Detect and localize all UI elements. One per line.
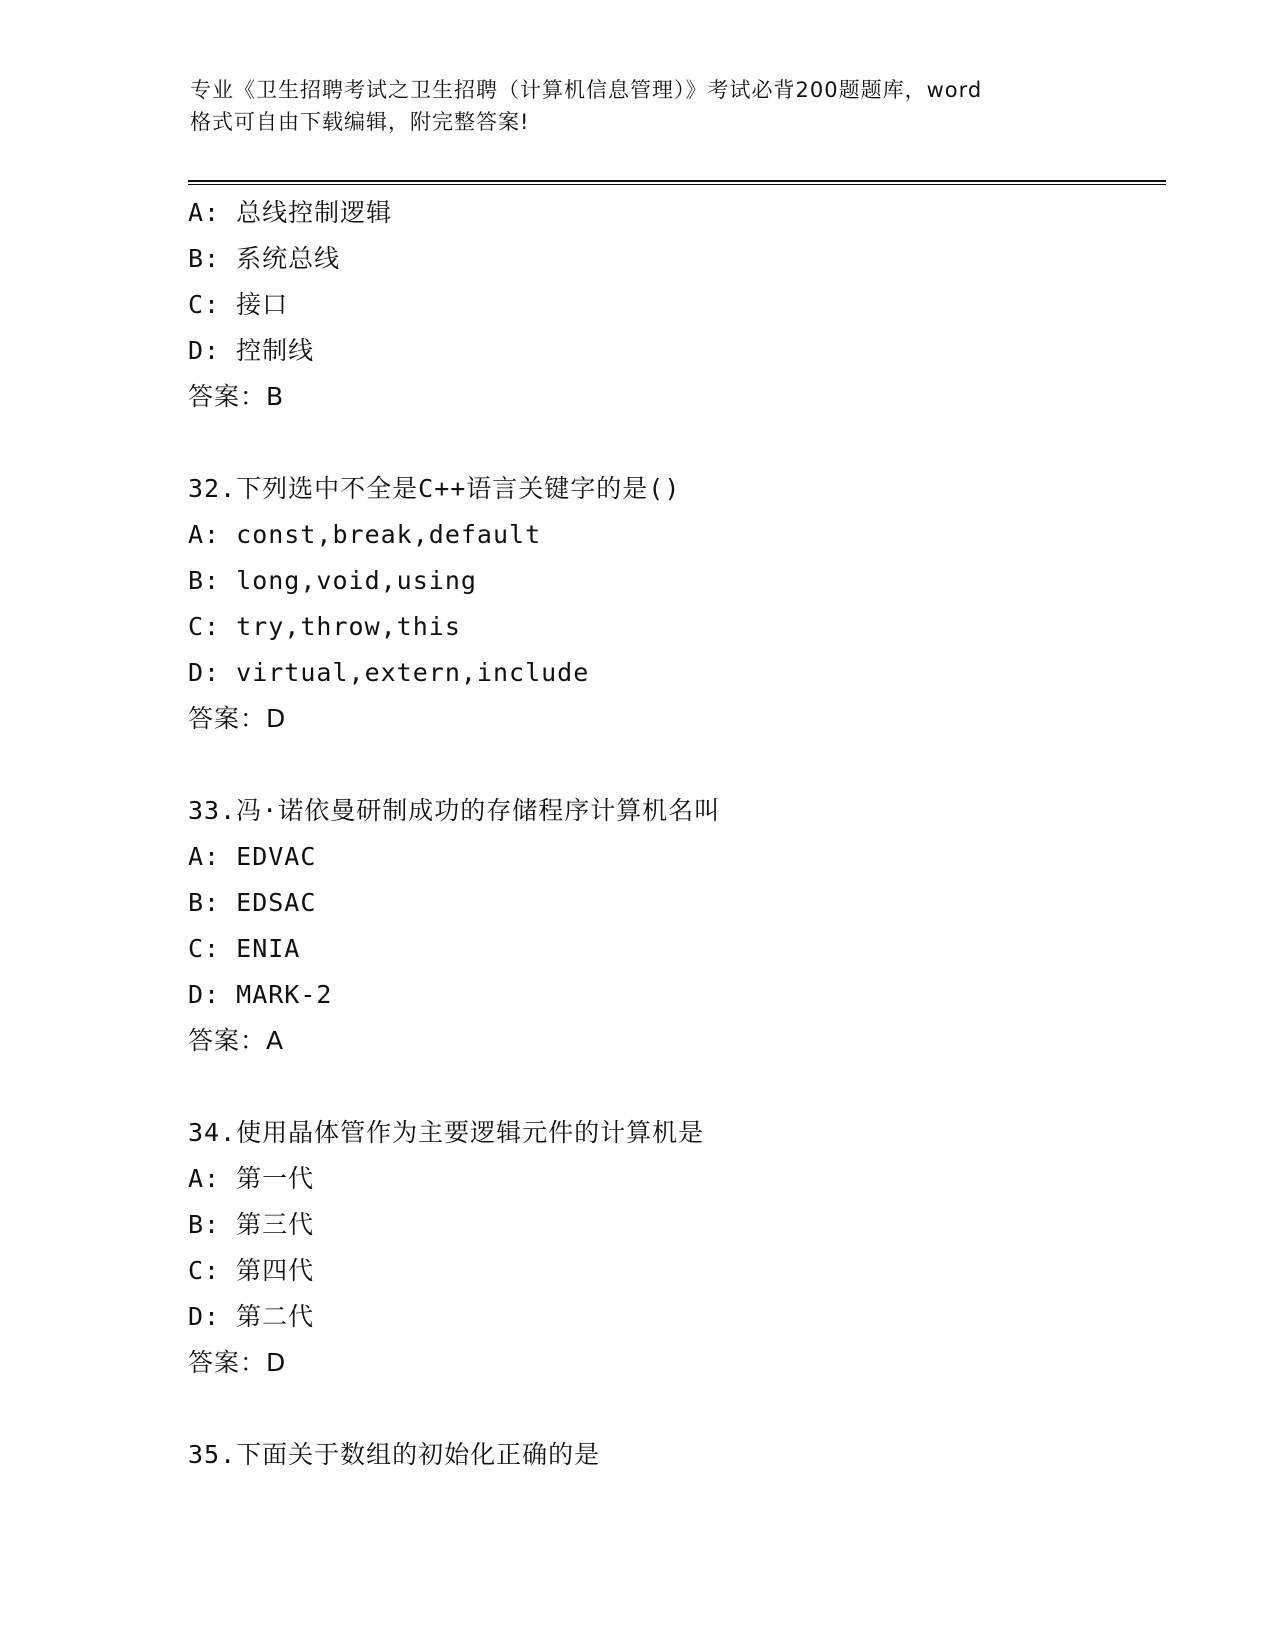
question-34: [188, 1110, 1168, 1386]
option-d: D: 控制线: [188, 336, 315, 365]
option-b: B: 第三代: [188, 1210, 315, 1239]
header-divider: [188, 180, 1166, 182]
spacer: [188, 1064, 1168, 1110]
answer-line: 答案：D: [188, 1348, 287, 1377]
question-list: [188, 190, 1168, 1478]
header-line-1: 专业《卫生招聘考试之卫生招聘（计算机信息管理）》考试必背200题题库，word: [190, 78, 983, 102]
spacer: [188, 1386, 1168, 1432]
question-33: [188, 788, 1168, 1064]
answer-line: 答案：B: [188, 382, 285, 411]
option-a: A: 总线控制逻辑: [188, 198, 393, 227]
document-header: [190, 74, 1110, 138]
question-31-continued: [188, 190, 1168, 420]
header-line-2: 格式可自由下载编辑，附完整答案!: [190, 110, 530, 134]
option-a: A: 第一代: [188, 1164, 315, 1193]
question-stem: 35.下面关于数组的初始化正确的是: [188, 1440, 601, 1469]
question-32: [188, 466, 1168, 742]
option-c: C: 接口: [188, 290, 289, 319]
question-stem: 33.冯·诺依曼研制成功的存储程序计算机名叫: [188, 796, 721, 825]
question-stem: 34.使用晶体管作为主要逻辑元件的计算机是: [188, 1118, 705, 1147]
option-d: D: 第二代: [188, 1302, 315, 1331]
answer-line: 答案：D: [188, 704, 287, 733]
option-c: C: try,throw,this: [188, 612, 461, 641]
question-stem: 32.下列选中不全是C++语言关键字的是(): [188, 474, 681, 503]
question-35: [188, 1432, 1168, 1478]
option-c: C: ENIA: [188, 934, 301, 963]
option-d: D: virtual,extern,include: [188, 658, 590, 687]
option-b: B: EDSAC: [188, 888, 317, 917]
option-c: C: 第四代: [188, 1256, 315, 1285]
option-a: A: EDVAC: [188, 842, 317, 871]
answer-line: 答案：A: [188, 1026, 285, 1055]
header-divider-thin: [188, 184, 1166, 185]
option-b: B: 系统总线: [188, 244, 341, 273]
option-d: D: MARK-2: [188, 980, 333, 1009]
option-a: A: const,break,default: [188, 520, 542, 549]
option-b: B: long,void,using: [188, 566, 477, 595]
spacer: [188, 742, 1168, 788]
spacer: [188, 420, 1168, 466]
